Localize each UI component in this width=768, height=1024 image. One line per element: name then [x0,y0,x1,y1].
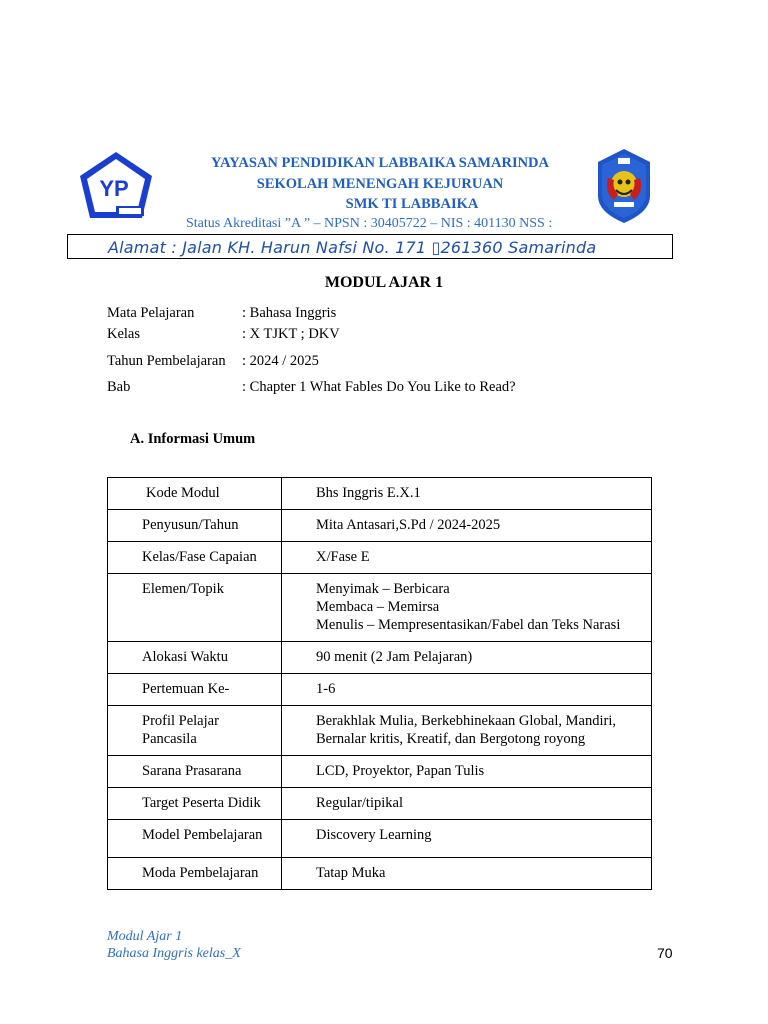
table-value: LCD, Proyektor, Papan Tulis [316,763,485,779]
table-key: Alokasi Waktu [142,649,228,665]
header-foundation-name: YAYASAN PENDIDIKAN LABBAIKA SAMARINDA [211,155,549,171]
meta-value-class: : X TJKT ; DKV [242,326,340,342]
table-key: Elemen/Topik [142,581,224,597]
meta-value-chapter: : Chapter 1 What Fables Do You Like to Read? [242,379,516,395]
meta-value-subject: : Bahasa Inggris [242,305,337,321]
table-value: Bernalar kritis, Kreatif, dan Bergotong royong [316,731,586,747]
table-row [108,542,652,574]
table-row [108,756,652,788]
document-title: MODUL AJAR 1 [324,274,444,291]
logo-text: YP [99,176,129,201]
meta-label-class: Kelas [107,326,141,342]
table-key: Profil Pelajar Pancasila [142,713,219,747]
meta-label-chapter: Bab [107,379,131,395]
table-row [108,706,652,756]
table-key: Model Pembelajaran [142,827,263,843]
table-key: Kode Modul [146,485,220,501]
table-key: Sarana Prasarana [142,763,242,779]
table-key: Moda Pembelajaran [142,865,259,881]
table-value: Bhs Inggris E.X.1 [316,485,421,501]
table-row [108,478,652,510]
table-row [108,642,652,674]
meta-label-subject: Mata Pelajaran [107,305,195,321]
header-school-type: SEKOLAH MENENGAH KEJURUAN [256,176,504,192]
table-row [108,510,652,542]
table-key: Kelas/Fase Capaian [142,549,257,565]
footer-course-name: Bahasa Inggris kelas_X [107,946,241,961]
table-row [108,674,652,706]
table-row [108,820,652,858]
header-accreditation-status: Status Akreditasi ”A ” – NPSN : 30405722 – NIS : 401130 NSS : [186,216,553,231]
table-value: Menyimak – Berbicara [316,581,450,597]
table-value: Menulis – Mempresentasikan/Fabel dan Teks Narasi [316,617,621,633]
table-value: 90 menit (2 Jam Pelajaran) [316,649,473,665]
footer-module-name: Modul Ajar 1 [107,929,183,944]
section-heading-general-info: A. Informasi Umum [130,431,256,447]
page-number: 70 [657,945,673,961]
meta-label-year: Tahun Pembelajaran [107,353,226,369]
table-value: X/Fase E [316,549,370,565]
table-key: Pertemuan Ke- [142,681,230,697]
table-key: Target Peserta Didik [142,795,261,811]
table-key: Penyusun/Tahun [142,517,239,533]
table-value: Membaca – Memirsa [316,599,440,615]
table-row [108,788,652,820]
meta-value-year: : 2024 / 2025 [242,353,319,369]
address-text: Alamat : Jalan KH. Harun Nafsi No. 171 ▯261360 Samarinda [108,238,597,257]
table-value: Regular/tipikal [316,795,403,811]
table-value: Tatap Muka [316,865,386,881]
general-info-table [107,477,652,890]
table-value: 1-6 [316,681,336,697]
table-value: Mita Antasari,S.Pd / 2024-2025 [316,517,501,533]
table-row [108,858,652,890]
table-value: Berakhlak Mulia, Berkebhinekaan Global, Mandiri, [316,713,616,729]
table-row [108,574,652,642]
table-value: Discovery Learning [316,827,432,843]
header-school-name: SMK TI LABBAIKA [345,196,479,212]
